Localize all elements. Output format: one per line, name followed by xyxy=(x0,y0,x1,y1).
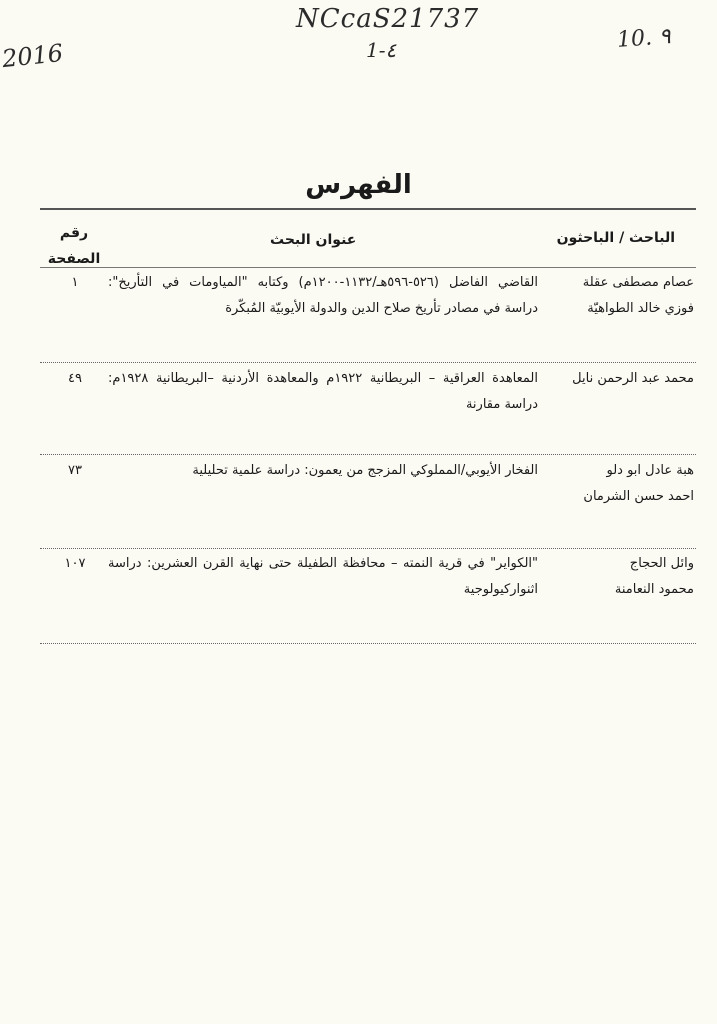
entry-authors xyxy=(554,551,694,603)
entry-title: "الكواير" في قرية النمته – محافظة الطفيلة حتى نهاية القرن العشرين: دراسة اثنواركيولوجية xyxy=(108,556,538,597)
header-researcher: الباحث / الباحثون xyxy=(556,230,675,246)
entry-title: الفخار الأيوبي/المملوكي المزجج من يعمون: دراسة علمية تحليلية xyxy=(192,463,538,478)
handwritten-volume: 1-٤ xyxy=(366,38,397,62)
toc-entry-3 xyxy=(40,458,696,549)
header-page-line2: الصفحة xyxy=(47,251,101,267)
toc-entry-4 xyxy=(40,551,696,644)
author-name: وائل الحجاج xyxy=(629,556,694,571)
page-title: الفهرس xyxy=(305,170,412,200)
entry-authors xyxy=(554,366,694,392)
entry-page: ٤٩ xyxy=(68,371,82,386)
entry-title: المعاهدة العراقية – البريطانية ١٩٢٢م والمعاهدة الأردنية –البريطانية ١٩٢٨م: دراسة مقارنة xyxy=(108,371,538,412)
author-name: محمود النعامنة xyxy=(614,582,694,597)
entry-authors xyxy=(554,458,694,510)
header-divider xyxy=(40,267,696,268)
entry-page: ١ xyxy=(71,275,79,290)
author-name: محمد عبد الرحمن نايل xyxy=(572,371,694,386)
entry-page: ٧٣ xyxy=(68,463,82,478)
entry-page: ١٠٧ xyxy=(64,556,86,571)
title-divider xyxy=(40,208,696,210)
header-page-number xyxy=(44,220,104,272)
author-name: فوزي خالد الطواهيّة xyxy=(587,301,694,316)
toc-entry-2 xyxy=(40,366,696,455)
author-name: احمد حسن الشرمان xyxy=(583,489,694,504)
author-name: عصام مصطفى عقلة xyxy=(582,275,694,290)
entry-title: القاضي الفاضل (٥٢٦-٥٩٦هـ/١١٣٢-١٢٠٠م) وكتابه "المياومات في التأريخ": دراسة في مصادر تأريخ صلاح الدين والدولة الأيوبيّة المُبكّرة xyxy=(108,275,538,316)
handwritten-code: NCcaS21737 xyxy=(296,4,480,34)
header-paper-title: عنوان البحث xyxy=(270,232,357,248)
toc-entry-1 xyxy=(40,270,696,363)
handwritten-number: 10. ٩ xyxy=(616,24,672,53)
author-name: هبة عادل ابو دلو xyxy=(606,463,694,478)
entry-authors xyxy=(554,270,694,322)
handwritten-year: 2016 xyxy=(0,38,65,74)
header-page-line1: رقم xyxy=(59,225,89,241)
